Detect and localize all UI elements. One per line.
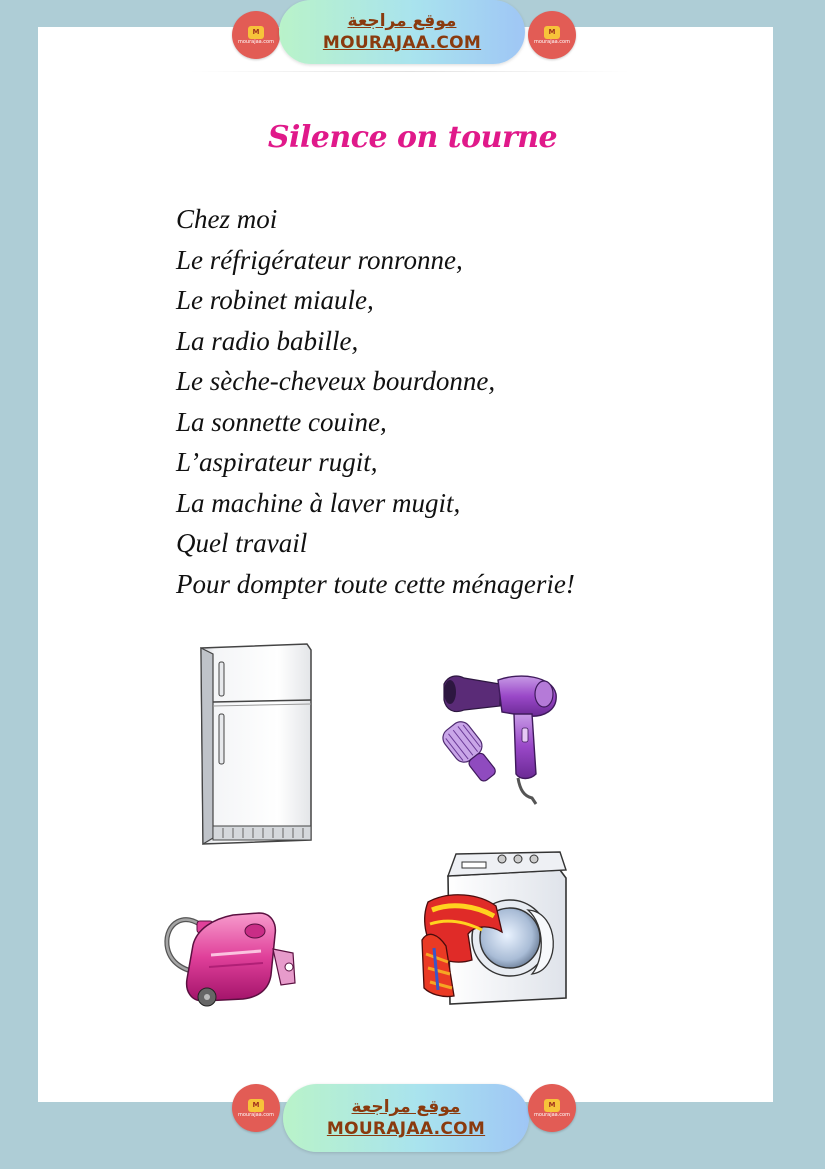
- poem-line: Le robinet miaule,: [176, 285, 374, 315]
- logo-mark-icon: M: [248, 26, 264, 39]
- logo-caption: mourajaa.com: [237, 1111, 274, 1118]
- footer-site-name-arabic[interactable]: موقع مراجعة: [351, 1097, 461, 1117]
- footer-site-name[interactable]: MOURAJAA.COM: [326, 1119, 486, 1139]
- poem-line: Pour dompter toute cette ménagerie!: [176, 568, 575, 599]
- footer-brand-banner[interactable]: [283, 1084, 529, 1152]
- header-brand-banner[interactable]: [279, 0, 525, 64]
- footer-logo-right[interactable]: [528, 1084, 576, 1132]
- logo-caption: mourajaa.com: [237, 38, 274, 45]
- vacuum-cleaner-icon: [163, 905, 303, 1020]
- washing-machine-icon: [410, 850, 570, 1010]
- logo-caption: mourajaa.com: [533, 1111, 570, 1118]
- poem-line: La machine à laver mugit,: [176, 487, 461, 518]
- logo-mark-icon: M: [544, 1099, 560, 1112]
- site-logo-left[interactable]: [232, 11, 280, 59]
- logo-mark-icon: M: [248, 1099, 264, 1112]
- poem-line: Chez moi: [176, 204, 278, 234]
- header-site-name-arabic[interactable]: موقع مراجعة: [347, 11, 457, 31]
- poem-line: Quel travail: [176, 528, 308, 558]
- poem-line: Le sèche-cheveux bourdonne,: [176, 366, 496, 396]
- poem-title: Silence on tourne: [267, 120, 558, 155]
- poem-line: Le réfrigérateur ronronne,: [176, 244, 463, 275]
- poem-body: [176, 199, 575, 604]
- poem-line: La radio babille,: [176, 325, 359, 356]
- poem-line: La sonnette couine,: [176, 406, 387, 437]
- footer-logo-left[interactable]: [232, 1084, 280, 1132]
- hair-dryer-icon: [440, 670, 565, 810]
- header-divider: [190, 71, 630, 72]
- site-logo-right[interactable]: [528, 11, 576, 59]
- header-site-name[interactable]: MOURAJAA.COM: [322, 33, 482, 53]
- logo-caption: mourajaa.com: [533, 38, 570, 45]
- logo-mark-icon: M: [544, 26, 560, 39]
- poem-line: L’aspirateur rugit,: [176, 447, 378, 477]
- refrigerator-icon: [195, 640, 315, 852]
